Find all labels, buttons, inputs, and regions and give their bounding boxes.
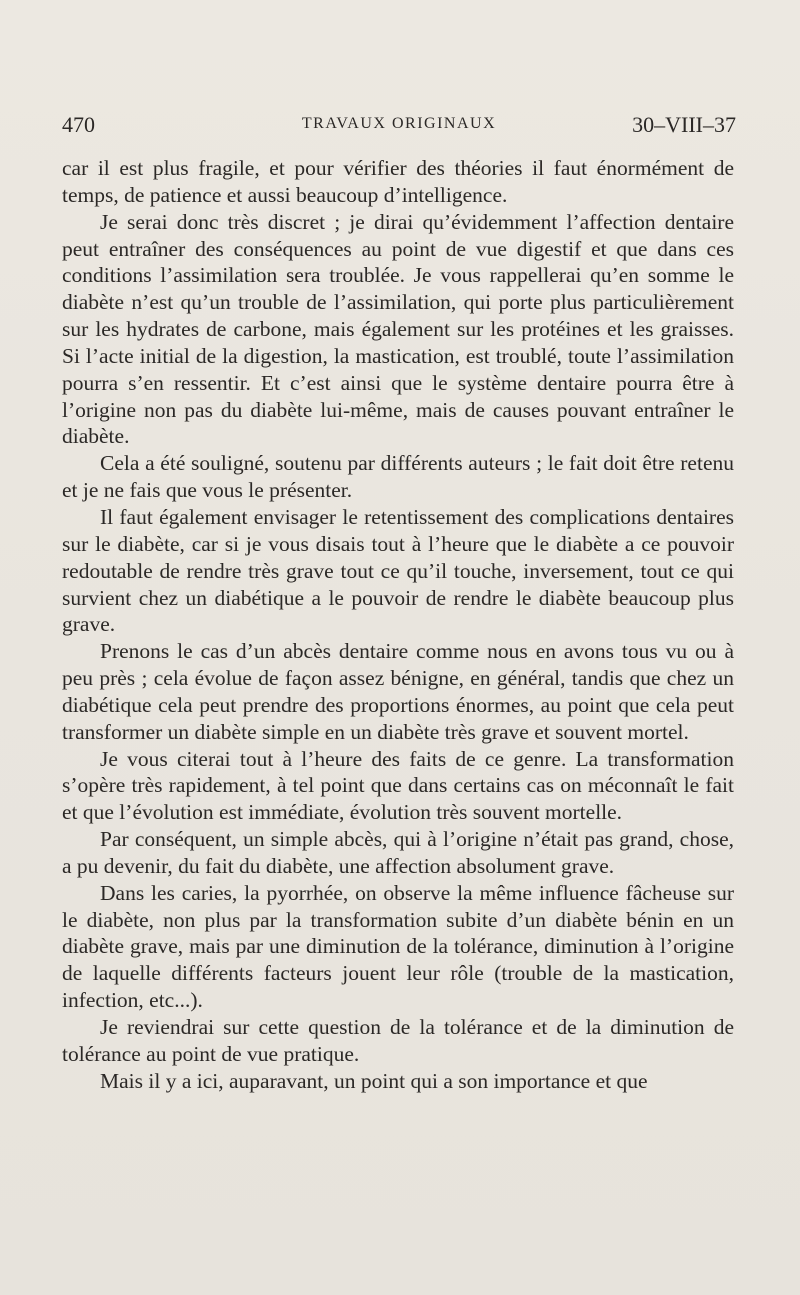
paragraph-5: Prenons le cas d’un abcès dentaire comme nous en avons tous vu ou à peu près ; cela évolue de façon assez bénigne, en général, tandis que chez un diabétique cela peut prendre des proportions énormes, au point que cela peut transformer un diabète simple en un diabète très grave et souvent mortel. bbox=[62, 639, 734, 744]
issue-date: 30–VIII–37 bbox=[632, 112, 736, 137]
body-text bbox=[62, 155, 734, 1095]
paragraph-9: Je reviendrai sur cette question de la tolérance et de la diminution de tolérance au point de vue pratique. bbox=[62, 1015, 734, 1066]
paragraph-4: Il faut également envisager le retentissement des complications dentaires sur le diabète, car si je vous disais tout à l’heure que le diabète a ce pouvoir redoutable de rendre très grave tout ce qu’il touche, inversement, tout ce qui survient chez un diabétique a le pouvoir de rendre le diabète beaucoup plus grave. bbox=[62, 504, 734, 637]
running-header bbox=[62, 112, 736, 140]
paragraph-7: Par conséquent, un simple abcès, qui à l’origine n’était pas grand, chose, a pu devenir, du fait du diabète, une affection absolument grave. bbox=[62, 827, 734, 878]
paragraph-6: Je vous citerai tout à l’heure des faits de ce genre. La transformation s’opère très rapidement, à tel point que dans certains cas on méconnaît le fait et que l’évolution est immédiate, évolution très souvent mortelle. bbox=[62, 746, 734, 825]
paragraph-8: Dans les caries, la pyorrhée, on observe la même influence fâcheuse sur le diabète, non plus par la transformation subite d’un diabète bénin en un diabète grave, mais par une diminution de la tolérance, diminution à l’origine de laquelle différents facteurs jouent leur rôle (trouble de la mastication, infection, etc...). bbox=[62, 880, 734, 1013]
paragraph-2: Je serai donc très discret ; je dirai qu’évidemment l’affection dentaire peut entraîner des conséquences au point de vue digestif et que dans ces conditions l’assimilation sera troublée. Je vous rappellerai qu’en somme le diabète n’est qu’un trouble de l’assimilation, qui porte plus particulièrement sur les hydrates de carbone, mais également sur les protéines et les graisses. Si l’acte initial de la digestion, la mastication, est troublé, toute l’assimilation pourra s’en ressentir. Et c’est ainsi que le système dentaire pourra être à l’origine non pas du diabète lui-même, mais de causes pouvant entraîner le diabète. bbox=[62, 209, 734, 449]
section-title: TRAVAUX ORIGINAUX bbox=[301, 115, 497, 132]
paragraph-10: Mais il y a ici, auparavant, un point qui a son importance et que bbox=[100, 1068, 648, 1093]
paragraph-3: Cela a été souligné, soutenu par différents auteurs ; le fait doit être retenu et je ne fais que vous le présenter. bbox=[62, 451, 734, 503]
page-number: 470 bbox=[62, 112, 95, 137]
paragraph-1: car il est plus fragile, et pour vérifier des théories il faut énormément de temps, de patience et aussi beaucoup d’intelligence. bbox=[62, 156, 734, 207]
